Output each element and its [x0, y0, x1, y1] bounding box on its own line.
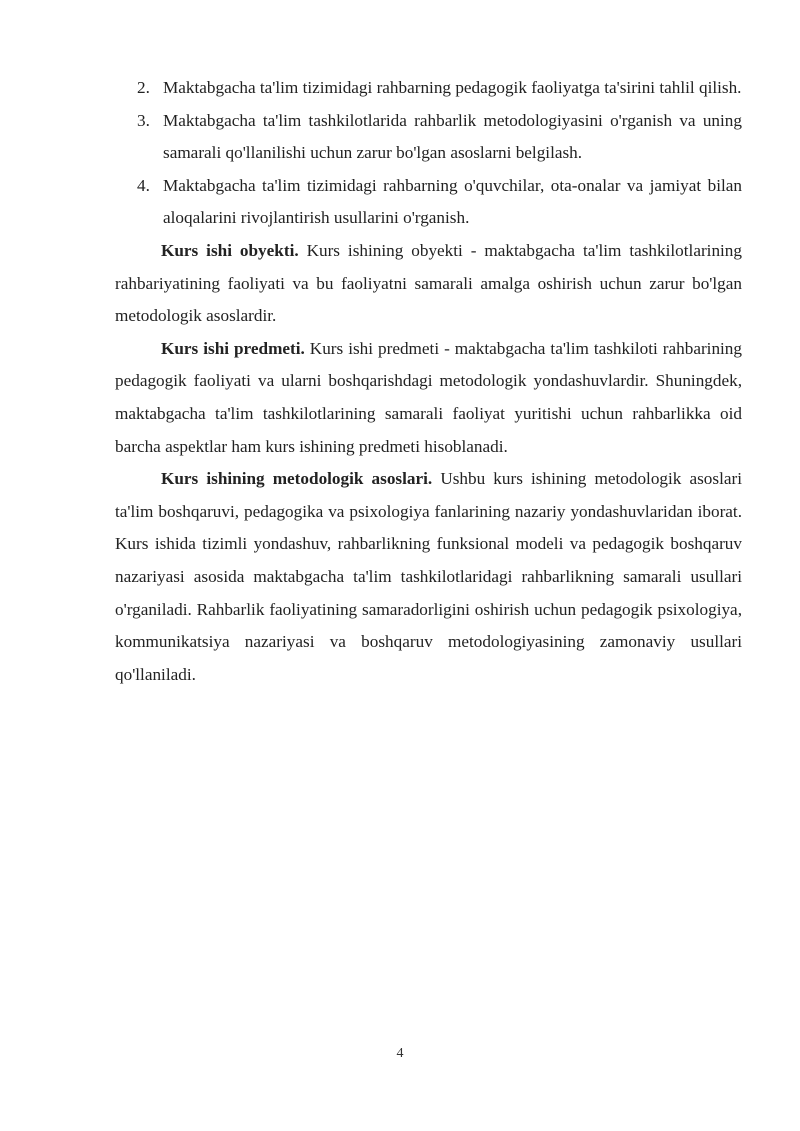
paragraph-text: Ushbu kurs ishining metodologik asoslari ta'lim boshqaruvi, pedagogika va psixologiya fanlarining nazariy yondashuvlaridan iborat. Kurs ishida tizimli yondashuv, rahbarlikning funksional modeli va pedagogik boshqaruv nazariyasi asosida maktabgacha ta'lim tashkilotlaridagi rahbarlikning samarali usullari o'rganiladi. Rahbarlik faoliyatining samaradorligini oshirish uchun pedagogik psixologiya, kommunikatsiya nazariyasi va boshqaruv metodologiyasining zamonaviy usullari qo'llaniladi. [115, 469, 742, 684]
paragraph-heading: Kurs ishi obyekti. [161, 240, 299, 260]
list-item-text: Maktabgacha ta'lim tizimidagi rahbarning pedagogik faoliyatga ta'sirini tahlil qilish. [163, 78, 742, 97]
page-content [115, 72, 742, 691]
list-item-number: 2. [137, 78, 150, 97]
list-item-number: 3. [137, 110, 150, 130]
paragraph-heading: Kurs ishining metodologik asoslari. [161, 469, 433, 489]
page-number: 4 [396, 1046, 404, 1061]
list-item-text: Maktabgacha ta'lim tizimidagi rahbarning o'quvchilar, ota-onalar va jamiyat bilan aloqalarini rivojlantirish usullarini o'rganish. [163, 175, 742, 228]
paragraph-text: Kurs ishining obyekti - maktabgacha ta'lim tashkilotlarining rahbariyatining faoliyati va bu faoliyatni samarali amalga oshirish uchun zarur bo'lgan metodologik asoslardir. [115, 240, 742, 326]
paragraph-object [115, 235, 742, 333]
list-item [115, 72, 742, 105]
paragraph-heading: Kurs ishi predmeti. [161, 338, 305, 358]
paragraph-text: Kurs ishi predmeti - maktabgacha ta'lim tashkiloti rahbarining pedagogik faoliyati va ularni boshqarishdagi metodologik yondashuvlardir. Shuningdek, maktabgacha ta'lim tashkilotlarining samarali faoliyat yuritishi uchun rahbarlikka oid barcha aspektlar ham kurs ishining predmeti hisoblanadi. [115, 338, 742, 456]
list-item [115, 105, 742, 170]
list-item-text: Maktabgacha ta'lim tashkilotlarida rahbarlik metodologiyasini o'rganish va uning samarali qo'llanilishi uchun zarur bo'lgan asoslarni belgilash. [163, 110, 742, 163]
list-item-number: 4. [137, 175, 150, 195]
paragraph-subject [115, 333, 742, 463]
task-list [115, 72, 742, 235]
list-item [115, 170, 742, 235]
paragraph-methodology [115, 463, 742, 691]
